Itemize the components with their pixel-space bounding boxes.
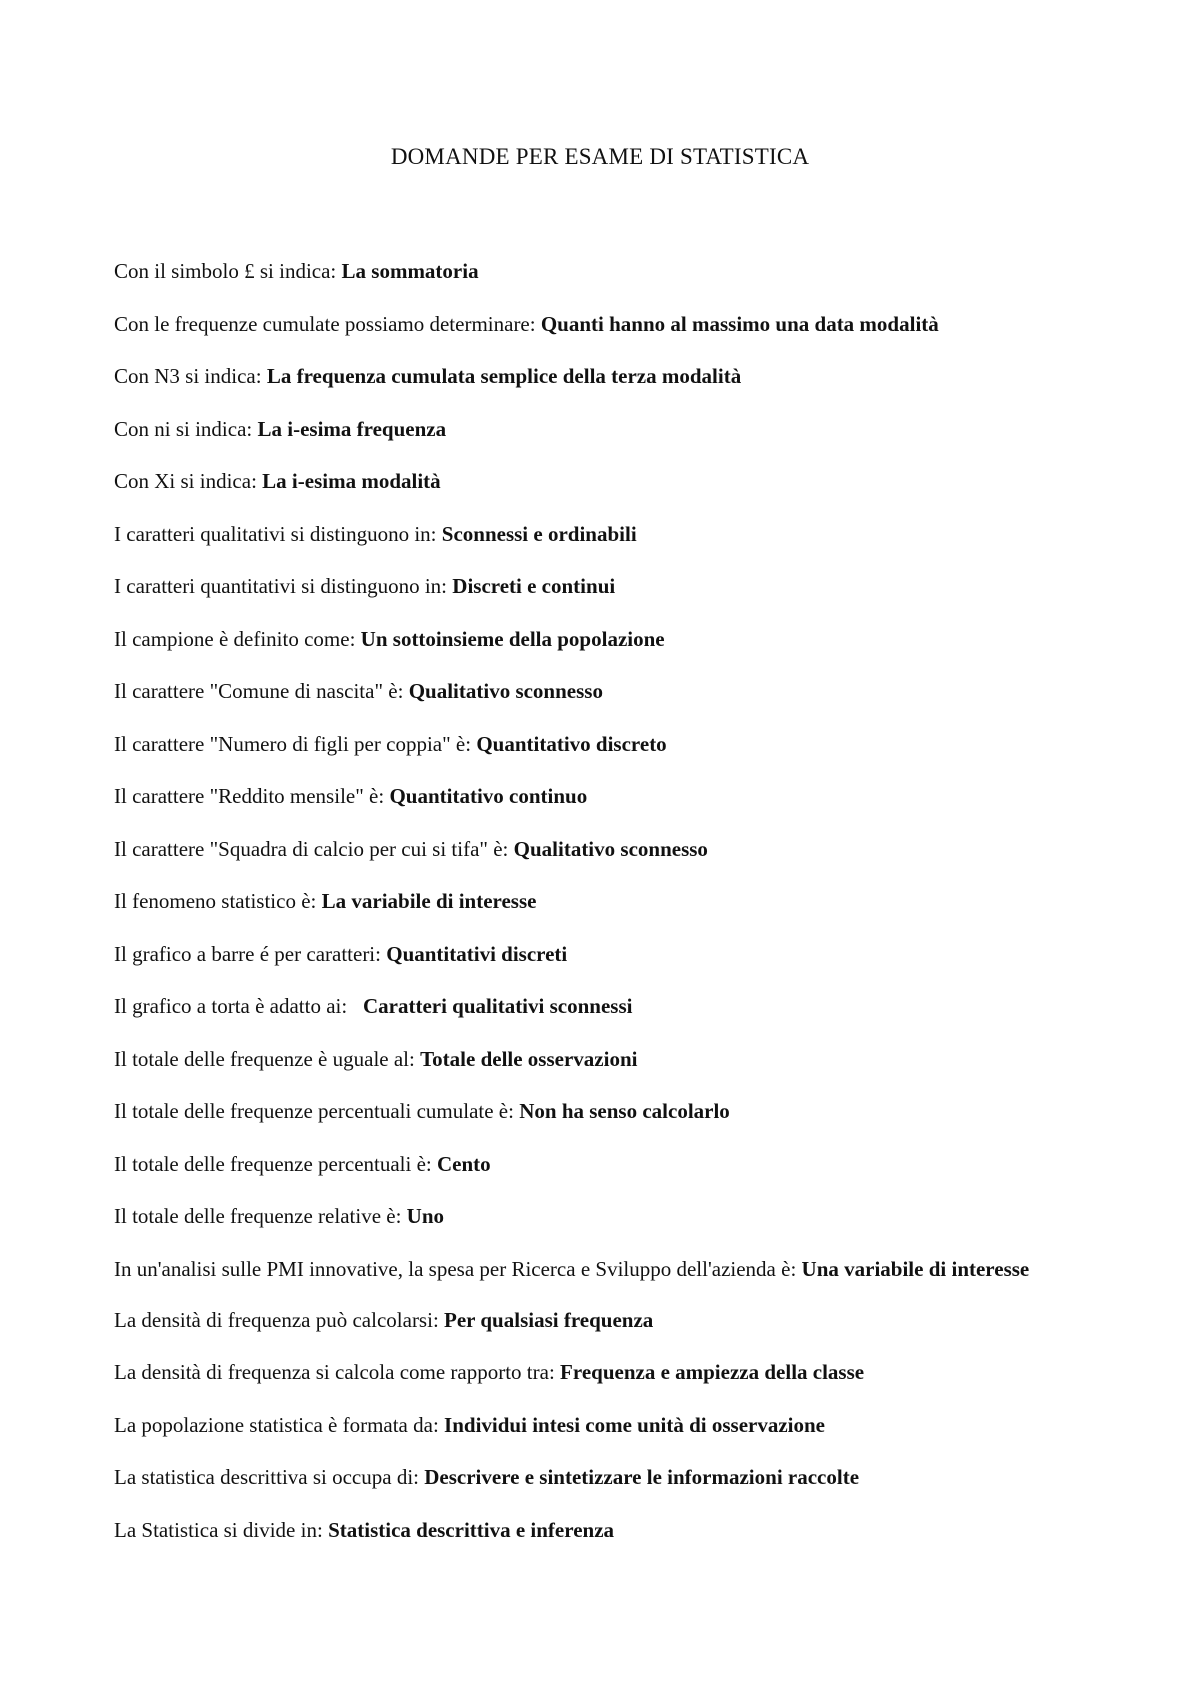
list-item: [114, 675, 1094, 707]
answer-text: Un sottoinsieme della popolazione: [360, 626, 665, 651]
answer-text: Individui intesi come unità di osservazione: [444, 1412, 825, 1437]
answer-text: Una variabile di interesse: [801, 1256, 1030, 1281]
question-text: La statistica descrittiva si occupa di:: [114, 1465, 419, 1489]
answer-text: Descrivere e sintetizzare le informazioni raccolte: [424, 1465, 860, 1489]
question-text: La densità di frequenza si calcola come rapporto tra:: [114, 1360, 555, 1384]
question-text: I caratteri qualitativi si distinguono in:: [114, 521, 437, 546]
list-item: [114, 780, 1094, 812]
list-item: [114, 1095, 1094, 1127]
list-item: [114, 885, 1094, 917]
list-item: [114, 570, 1094, 602]
answer-text: La variabile di interesse: [321, 889, 537, 913]
question-text: La Statistica si divide in:: [114, 1517, 323, 1542]
list-item: [114, 938, 1094, 970]
question-text: Con le frequenze cumulate possiamo determinare:: [114, 311, 536, 336]
question-text: Il totale delle frequenze percentuali cumulate è:: [114, 1099, 514, 1123]
answer-text: Caratteri qualitativi sconnessi: [362, 994, 633, 1018]
list-item: [114, 255, 1094, 287]
question-list: [114, 255, 1094, 1566]
list-item: [114, 623, 1094, 655]
answer-text: La i-esima frequenza: [257, 416, 447, 441]
list-item: [114, 1253, 1094, 1285]
answer-text: Non ha senso calcolarlo: [519, 1099, 730, 1123]
list-item: [114, 833, 1094, 865]
answer-text: La frequenza cumulata semplice della terza modalità: [266, 364, 742, 388]
question-text: In un'analisi sulle PMI innovative, la spesa per Ricerca e Sviluppo dell'azienda è:: [114, 1256, 797, 1281]
list-item: [114, 308, 1094, 340]
question-text: Il grafico a torta è adatto ai:: [114, 994, 348, 1018]
list-item: [114, 728, 1094, 760]
answer-text: La sommatoria: [341, 259, 479, 283]
question-text: La densità di frequenza può calcolarsi:: [114, 1307, 439, 1332]
list-item: [114, 990, 1094, 1022]
list-item: [114, 1304, 1094, 1336]
question-text: Il carattere "Squadra di calcio per cui si tifa" è:: [114, 836, 509, 861]
answer-text: Quanti hanno al massimo una data modalità: [540, 311, 939, 336]
list-item: [114, 1409, 1094, 1441]
list-item: [114, 1200, 1094, 1232]
answer-text: Frequenza e ampiezza della classe: [560, 1360, 865, 1384]
list-item: [114, 518, 1094, 550]
question-text: Con il simbolo £ si indica:: [114, 259, 337, 283]
answer-text: La i-esima modalità: [262, 469, 441, 493]
list-item: [114, 1514, 1094, 1546]
answer-text: Sconnessi e ordinabili: [441, 521, 637, 546]
question-text: Il carattere "Comune di nascita" è:: [114, 679, 404, 703]
answer-text: Uno: [406, 1204, 445, 1228]
answer-text: Quantitativo continuo: [389, 784, 588, 808]
answer-text: Qualitativo sconnesso: [513, 836, 708, 861]
list-item: [114, 1356, 1094, 1388]
question-text: Con N3 si indica:: [114, 364, 262, 388]
question-text: Il totale delle frequenze è uguale al:: [114, 1046, 415, 1071]
list-item: [114, 1461, 1094, 1493]
list-item: [114, 1043, 1094, 1075]
question-text: Il fenomeno statistico è:: [114, 889, 317, 913]
page-title: DOMANDE PER ESAME DI STATISTICA: [390, 144, 810, 169]
answer-text: Quantitativo discreto: [476, 731, 667, 756]
list-item: [114, 360, 1094, 392]
answer-text: Per qualsiasi frequenza: [444, 1307, 654, 1332]
list-item: [114, 465, 1094, 497]
question-text: Il totale delle frequenze percentuali è:: [114, 1151, 432, 1176]
answer-text: Cento: [437, 1151, 491, 1176]
question-text: La popolazione statistica è formata da:: [114, 1412, 439, 1437]
answer-text: Totale delle osservazioni: [420, 1046, 638, 1071]
question-text: Il carattere "Numero di figli per coppia" è:: [114, 731, 472, 756]
answer-text: Statistica descrittiva e inferenza: [328, 1517, 615, 1542]
answer-text: Quantitativi discreti: [386, 941, 568, 966]
question-text: Con Xi si indica:: [114, 469, 257, 493]
list-item: [114, 1148, 1094, 1180]
question-text: Il totale delle frequenze relative è:: [114, 1204, 402, 1228]
answer-text: Discreti e continui: [452, 574, 616, 598]
question-text: Il carattere "Reddito mensile" è:: [114, 784, 385, 808]
question-text: Il campione è definito come:: [114, 626, 356, 651]
question-text: Il grafico a barre é per caratteri:: [114, 941, 381, 966]
list-item: [114, 413, 1094, 445]
answer-text: Qualitativo sconnesso: [408, 679, 603, 703]
question-text: I caratteri quantitativi si distinguono in:: [114, 574, 448, 598]
question-text: Con ni si indica:: [114, 416, 253, 441]
